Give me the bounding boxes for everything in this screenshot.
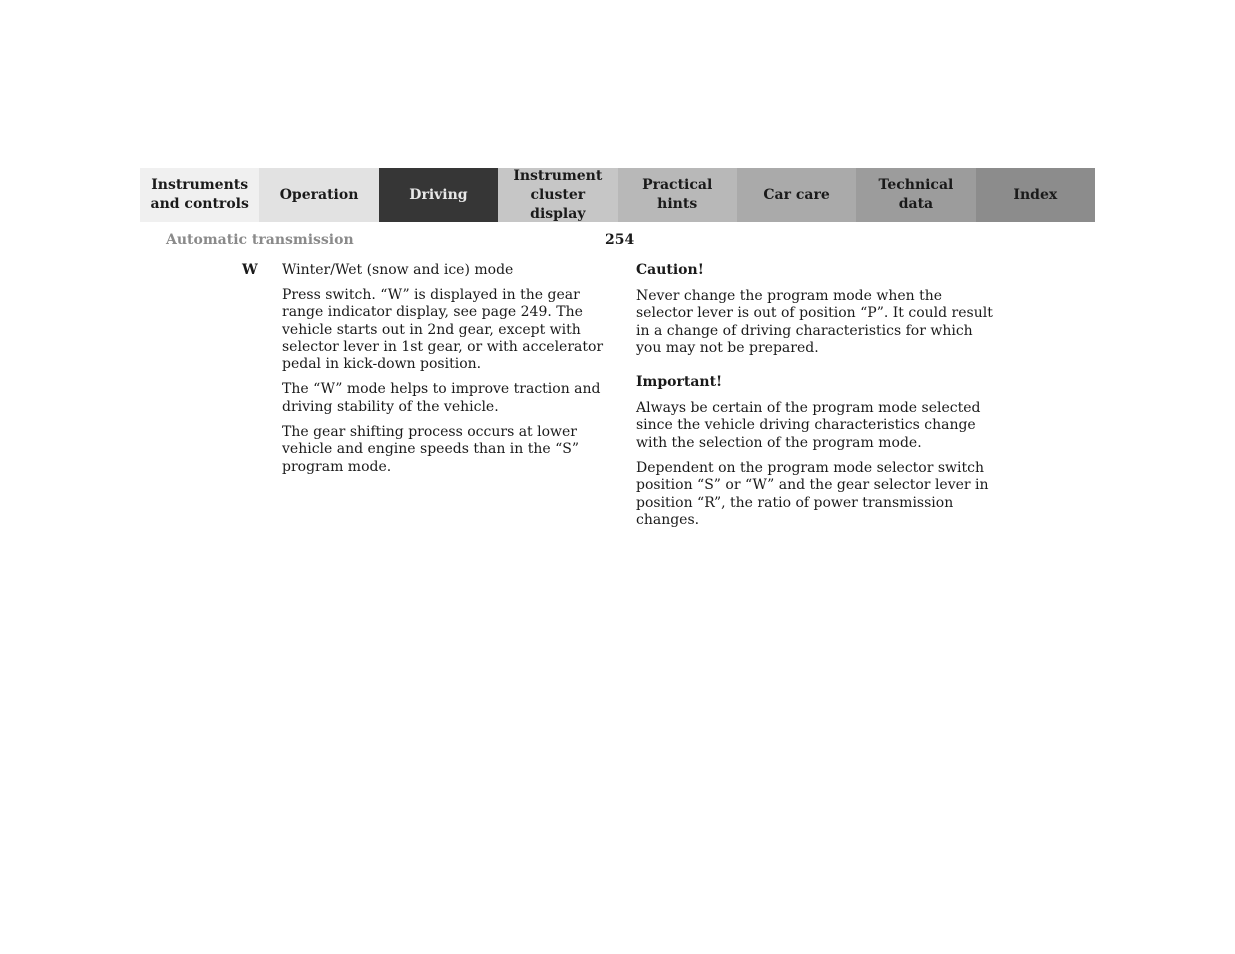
important-paragraph: Dependent on the program mode selector switch position “S” or “W” and the gear selector lever in position “R”, the ratio of power transmission changes. bbox=[636, 460, 989, 528]
tab-instruments-and-controls[interactable] bbox=[140, 168, 259, 222]
left-column bbox=[242, 262, 612, 476]
body-paragraph: The “W” mode helps to improve traction and driving stability of the vehicle. bbox=[282, 381, 601, 415]
caution-text: Never change the program mode when the selector lever is out of position “P”. It could result in a change of driving characteristics for which you may not be prepared. bbox=[636, 288, 993, 356]
tab-label: Operation bbox=[279, 186, 359, 203]
body-paragraph: Press switch. “W” is displayed in the gear range indicator display, see page 249. The vehicle starts out in 2nd gear, except with selector lever in 1st gear, or with accelerator pedal in kick-down position. bbox=[282, 287, 604, 373]
tab-label: Instruments and controls bbox=[150, 177, 249, 212]
tab-technical-data[interactable] bbox=[856, 168, 975, 222]
important-paragraph: Always be certain of the program mode selected since the vehicle driving characteristics change with the selection of the program mode. bbox=[636, 400, 981, 451]
mode-name: Winter/Wet (snow and ice) mode bbox=[282, 262, 514, 278]
tab-label: Index bbox=[1013, 186, 1058, 203]
mode-key: W bbox=[242, 262, 258, 278]
tab-instrument-cluster-display[interactable] bbox=[498, 168, 617, 222]
tab-label: Technical data bbox=[878, 177, 954, 212]
right-column bbox=[636, 262, 998, 529]
important-heading: Important! bbox=[636, 374, 723, 391]
tab-label: Car care bbox=[763, 186, 830, 203]
tab-driving[interactable] bbox=[379, 168, 498, 222]
tab-practical-hints[interactable] bbox=[618, 168, 737, 222]
section-title: Automatic transmission bbox=[166, 232, 354, 248]
body-paragraph: The gear shifting process occurs at lower vehicle and engine speeds than in the “S” program mode. bbox=[282, 424, 580, 475]
tab-label: Instrument cluster display bbox=[513, 167, 603, 222]
tab-label: Practical hints bbox=[642, 177, 713, 212]
caution-heading: Caution! bbox=[636, 262, 704, 278]
chapter-navigation bbox=[140, 168, 1095, 222]
page-number: 254 bbox=[605, 232, 635, 248]
tab-car-care[interactable] bbox=[737, 168, 856, 222]
mode-entry bbox=[242, 262, 612, 279]
tab-label: Driving bbox=[409, 186, 468, 203]
tab-index[interactable] bbox=[976, 168, 1095, 222]
tab-operation[interactable] bbox=[259, 168, 378, 222]
